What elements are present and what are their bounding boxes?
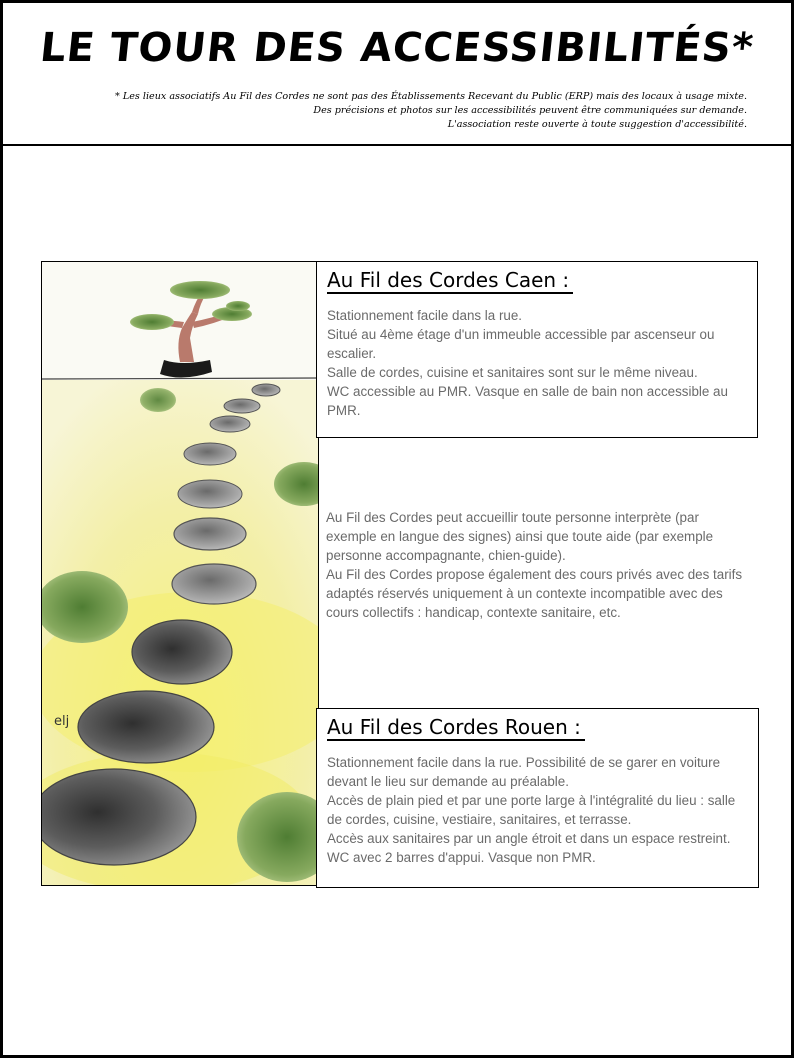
page-title: LE TOUR DES ACCESSIBILITÉS*: [37, 25, 757, 71]
general-info: [326, 508, 751, 622]
rouen-body: [327, 753, 752, 867]
note-line-3: L'association reste ouverte à toute suggestion d'accessibilité.: [447, 119, 747, 130]
header: [3, 3, 791, 146]
note-line-2: Des précisions et photos sur les accessibilités peuvent être communiquées sur demande.: [313, 105, 747, 116]
sky-area: [42, 262, 319, 380]
rouen-paragraph: Accès aux sanitaires par un angle étroit et dans un espace restreint. WC avec 2 barres d'appui. Vasque non PMR.: [327, 831, 731, 865]
general-paragraph: Au Fil des Cordes peut accueillir toute personne interprète (par exemple en langue des signes) ainsi que toute aide (par exemple personne accompagnante, chien-guide).: [326, 510, 714, 563]
caen-body: [327, 306, 752, 420]
caen-paragraph: WC accessible au PMR. Vasque en salle de bain non accessible au PMR.: [327, 384, 728, 418]
rouen-paragraph: Accès de plain pied et par une porte large à l'intégralité du lieu : salle de cordes, cuisine, vestiaire, sanitaires, et terrasse.: [327, 793, 736, 827]
artist-signature: elj: [54, 714, 70, 729]
rouen-paragraph: Stationnement facile dans la rue. Possibilité de se garer en voiture devant le lieu sur demande au préalable.: [327, 755, 721, 789]
rouen-info-box: [316, 708, 759, 888]
caen-paragraph: Salle de cordes, cuisine et sanitaires sont sur le même niveau.: [327, 365, 698, 380]
caen-title: Au Fil des Cordes Caen :: [327, 268, 573, 294]
watercolor-illustration: [41, 261, 319, 886]
header-note: [47, 90, 747, 132]
caen-paragraph: Situé au 4ème étage d'un immeuble accessible par ascenseur ou escalier.: [327, 327, 715, 361]
rouen-title: Au Fil des Cordes Rouen :: [327, 715, 585, 741]
general-paragraph: Au Fil des Cordes propose également des cours privés avec des tarifs adaptés réservés uniquement à un contexte incompatible avec des cours collectifs : handicap, contexte sanitaire, etc.: [326, 567, 743, 620]
note-line-1: * Les lieux associatifs Au Fil des Cordes ne sont pas des Établissements Recevant du Public (ERP) mais des locaux à usage mixte.: [115, 91, 747, 102]
caen-paragraph: Stationnement facile dans la rue.: [327, 308, 523, 323]
caen-info-box: [316, 261, 758, 438]
stepping-stones-painting: [42, 262, 319, 886]
